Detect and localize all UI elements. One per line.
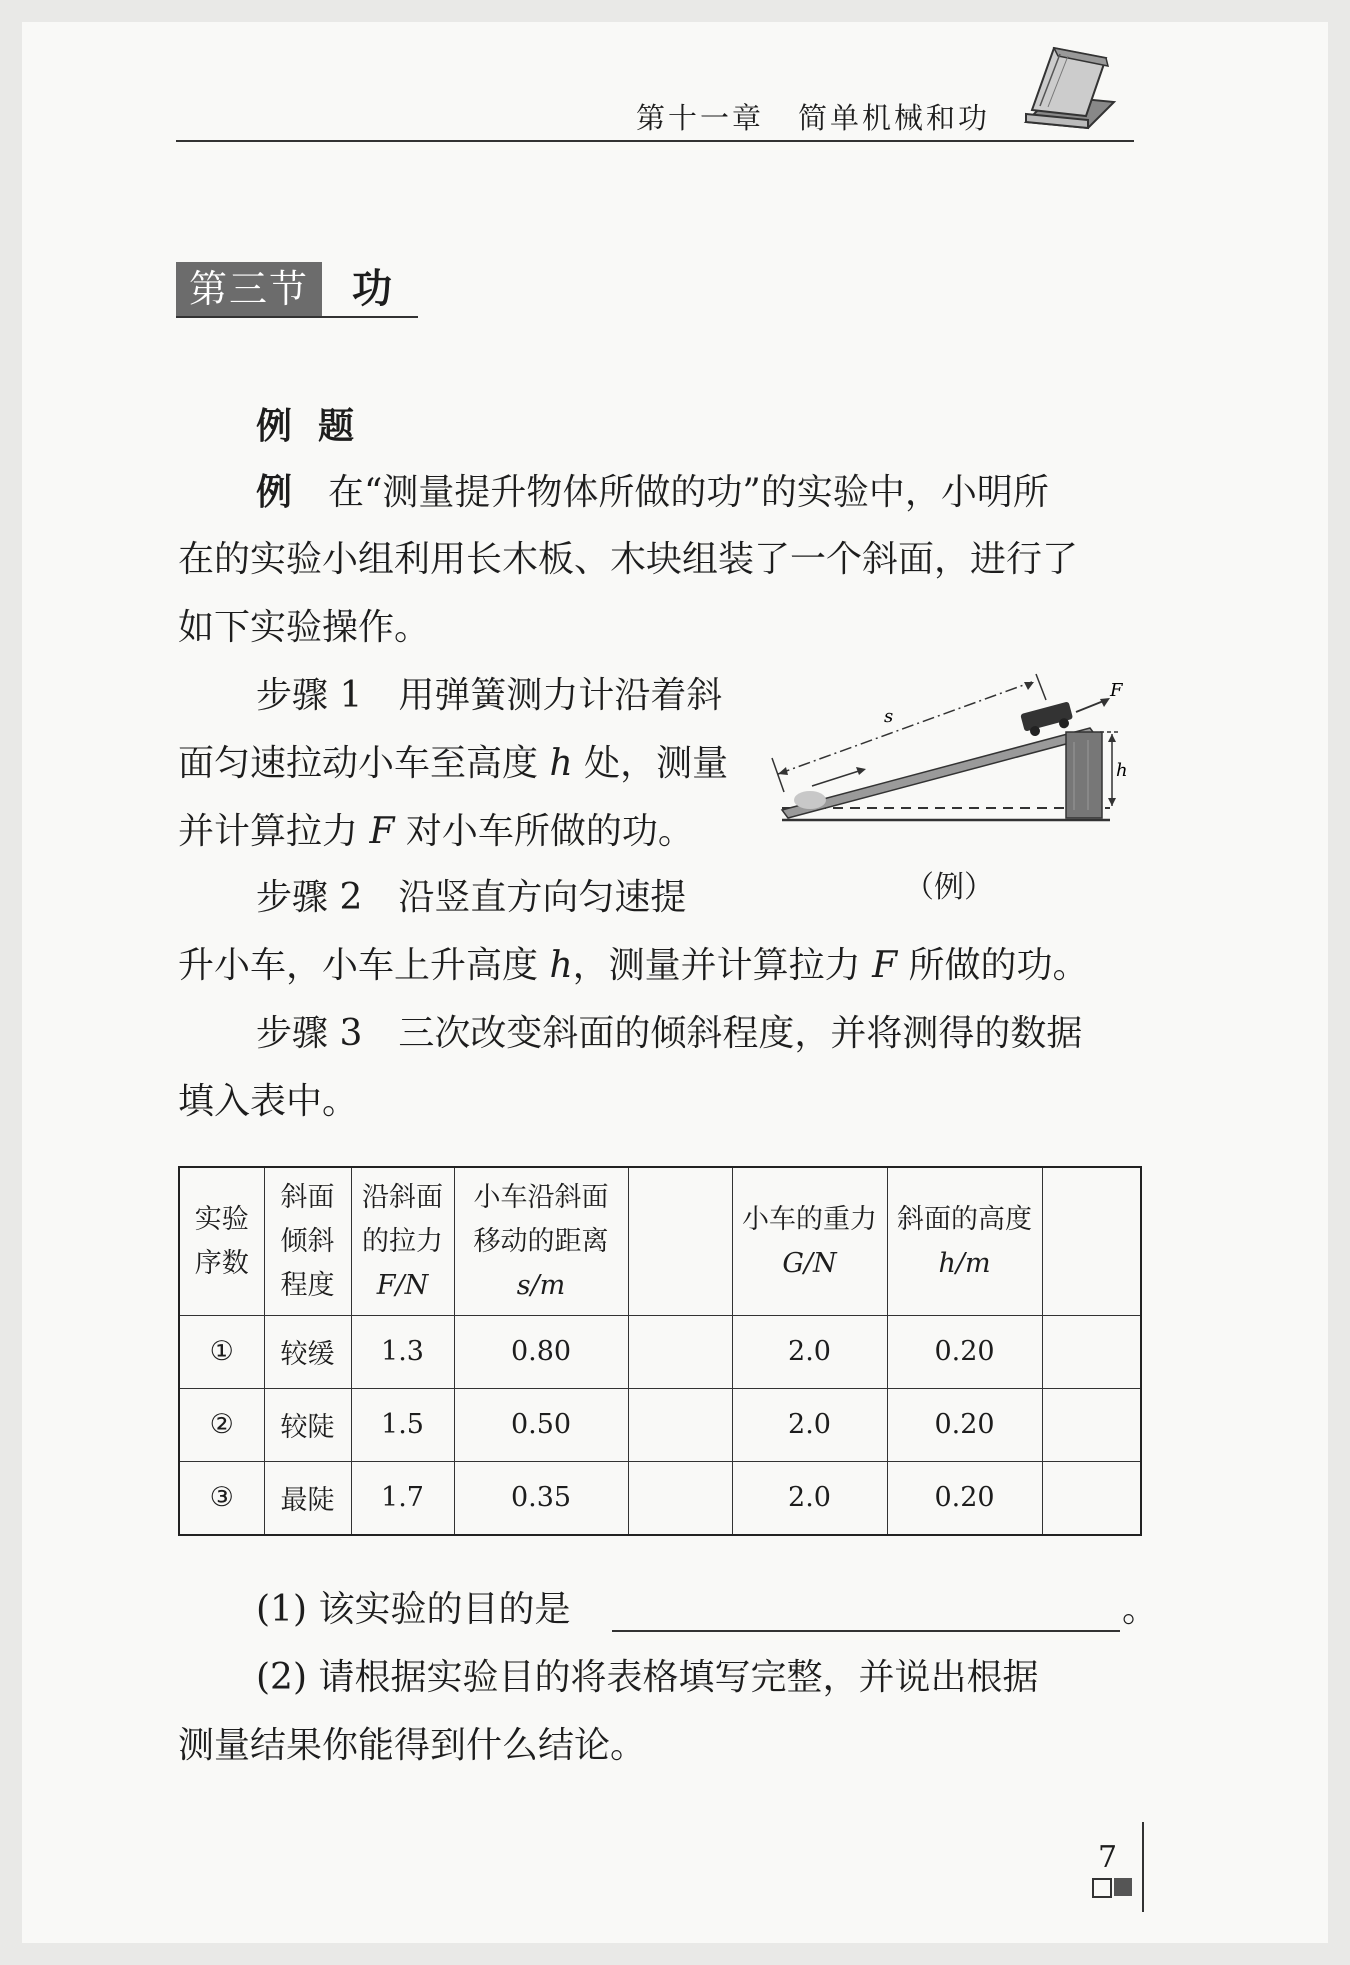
incline-figure (770, 670, 1126, 838)
question-1: (1) 该实验的目的是 (256, 1589, 571, 1630)
section-rule (176, 316, 418, 318)
step2-line-1: 步骤 2 沿竖直方向匀速提 (256, 877, 687, 918)
section-title: 功 (352, 265, 392, 312)
step2-line-2 (178, 944, 1089, 988)
step3-line-1: 步骤 3 三次改变斜面的倾斜程度，并将测得的数据 (256, 1013, 1083, 1054)
step1-line-2 (178, 742, 728, 786)
table-cell: 1.7 (351, 1461, 454, 1535)
table-header-row (179, 1167, 1141, 1316)
intro-text-1: 在“测量提升物体所做的功”的实验中，小明所 (328, 472, 1049, 513)
question-1-end: 。 (1122, 1589, 1159, 1630)
table-cell-blank[interactable] (628, 1316, 732, 1389)
question-2-line-1: (2) 请根据实验目的将表格填写完整，并说出根据 (256, 1657, 1039, 1698)
table-cell: 0.20 (887, 1461, 1042, 1535)
step1-text-2b: 处，测量 (572, 743, 729, 784)
table-cell: ② (179, 1388, 264, 1461)
header-height: 斜面的高度 h/m (887, 1167, 1042, 1316)
motion-arrow (812, 770, 862, 786)
book-icon (1018, 44, 1118, 138)
incline-board (782, 728, 1096, 818)
step1-line-3 (178, 810, 694, 854)
table-cell: 较陡 (264, 1388, 351, 1461)
table-cell: 0.50 (454, 1388, 628, 1461)
table-cell: 0.80 (454, 1316, 628, 1389)
var-F: F (369, 811, 395, 852)
header-trial: 实验 序数 (179, 1167, 264, 1316)
header-rule (176, 140, 1134, 142)
answer-blank-line[interactable] (612, 1630, 1120, 1632)
chapter-title: 简单机械和功 (798, 101, 991, 135)
header-blank-1 (628, 1167, 732, 1316)
example-label: 例 (256, 471, 293, 513)
intro-line-2: 在的实验小组利用长木板、木块组装了一个斜面，进行了 (178, 539, 1079, 580)
table-cell: 2.0 (732, 1461, 887, 1535)
chapter-number: 第十一章 (636, 101, 765, 135)
table-row (179, 1388, 1141, 1461)
cart-start-blur (794, 791, 826, 809)
page-rule (1142, 1822, 1144, 1912)
header-blank-2 (1042, 1167, 1141, 1316)
table-row (179, 1316, 1141, 1389)
s-measure-left (772, 758, 784, 792)
table-cell-blank[interactable] (628, 1388, 732, 1461)
page-number: 7 (1098, 1840, 1118, 1875)
table-cell: 1.3 (351, 1316, 454, 1389)
table-cell: ③ (179, 1461, 264, 1535)
table-cell: 2.0 (732, 1316, 887, 1389)
table-cell: 2.0 (732, 1388, 887, 1461)
table-cell: 0.20 (887, 1316, 1042, 1389)
header-incline: 斜面 倾斜 程度 (264, 1167, 351, 1316)
header-weight: 小车的重力 G/N (732, 1167, 887, 1316)
label-h: h (1116, 760, 1128, 781)
step2-text-2c: 所做的功。 (897, 945, 1089, 986)
intro-line-1 (256, 470, 1049, 515)
section-badge: 第三节 (176, 262, 322, 316)
table-cell: 较缓 (264, 1316, 351, 1389)
table-cell-blank[interactable] (628, 1461, 732, 1535)
step1-text-3a: 并计算拉力 (178, 811, 370, 852)
table-cell: 0.35 (454, 1461, 628, 1535)
label-s: s (884, 706, 894, 727)
s-measure-right (1036, 674, 1046, 700)
header-pull-force: 沿斜面 的拉力 F/N (351, 1167, 454, 1316)
step1-line-1: 步骤 1 用弹簧测力计沿着斜 (256, 675, 723, 716)
step3-line-2: 填入表中。 (178, 1081, 359, 1122)
var-h: h (549, 945, 573, 986)
question-2-line-2: 测量结果你能得到什么结论。 (178, 1725, 647, 1766)
label-F: F (1110, 680, 1123, 701)
example-heading: 例题 (256, 405, 381, 447)
table-cell: 最陡 (264, 1461, 351, 1535)
intro-line-3: 如下实验操作。 (178, 607, 431, 648)
running-head (636, 96, 990, 137)
step2-text-2b: ，测量并计算拉力 (572, 945, 873, 986)
table-cell: 0.20 (887, 1388, 1042, 1461)
table-cell-blank[interactable] (1042, 1461, 1141, 1535)
var-h: h (549, 743, 573, 784)
square-filled-icon (1114, 1878, 1132, 1896)
step1-text-2a: 面匀速拉动小车至高度 (178, 743, 550, 784)
square-outline-icon (1092, 1878, 1112, 1898)
var-F: F (872, 945, 898, 986)
table-row (179, 1461, 1141, 1535)
table-cell: 1.5 (351, 1388, 454, 1461)
table-cell: ① (179, 1316, 264, 1389)
table-cell-blank[interactable] (1042, 1388, 1141, 1461)
header-distance: 小车沿斜面 移动的距离 s/m (454, 1167, 628, 1316)
wood-block (1066, 732, 1102, 818)
data-table (178, 1166, 1142, 1536)
step2-text-2a: 升小车，小车上升高度 (178, 945, 550, 986)
step1-text-3b: 对小车所做的功。 (394, 811, 694, 852)
table-cell-blank[interactable] (1042, 1316, 1141, 1389)
figure-caption: （例） (904, 870, 994, 905)
